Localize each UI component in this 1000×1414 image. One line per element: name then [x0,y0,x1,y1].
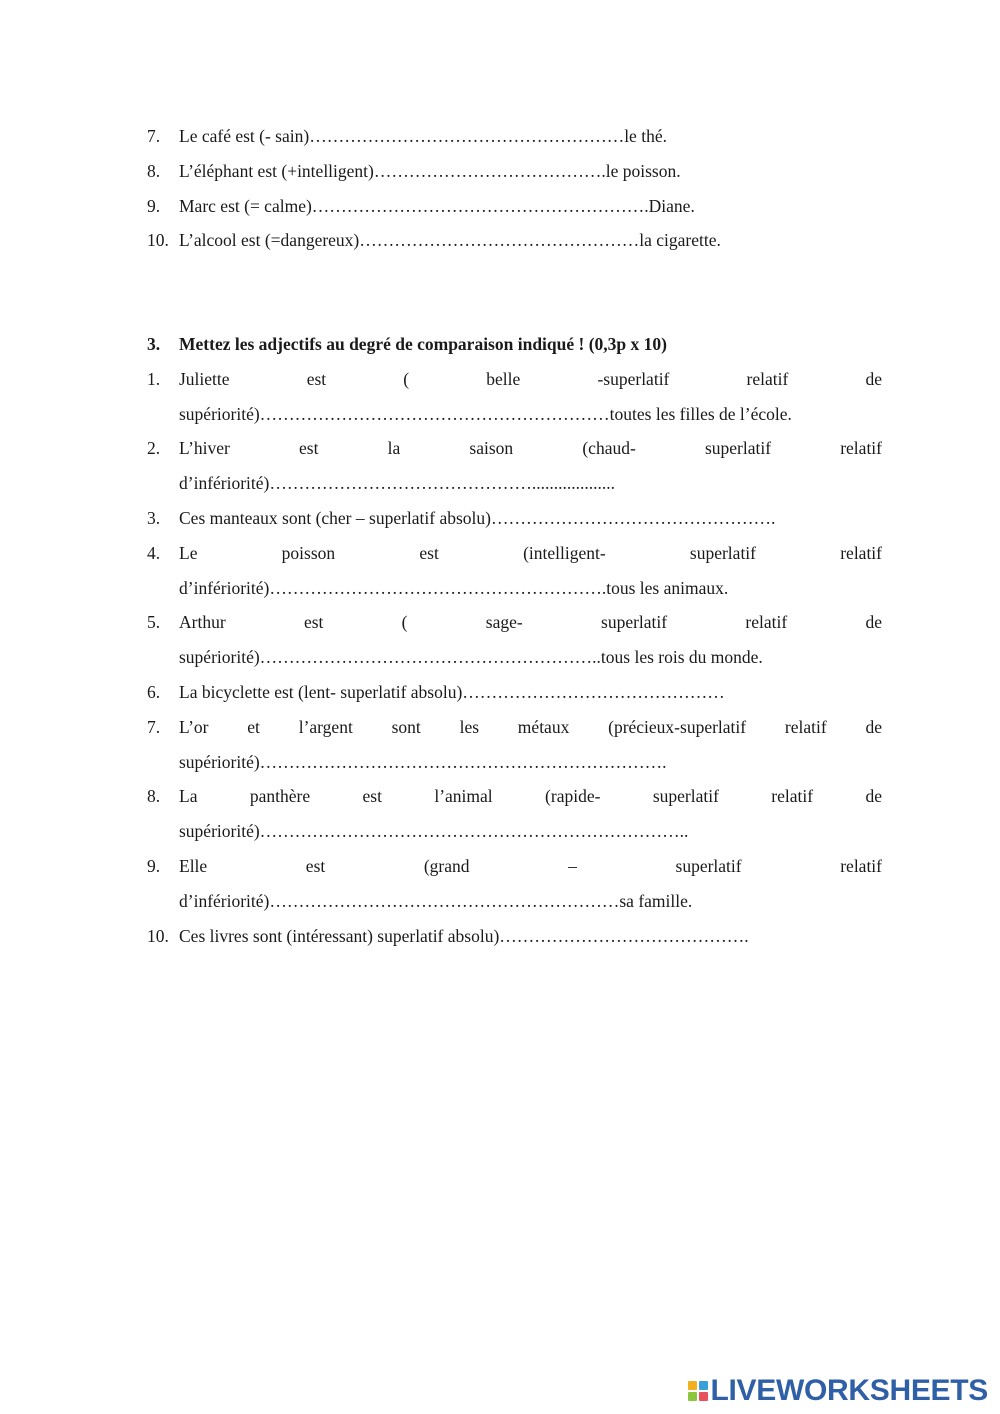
item-number: 9. [147,195,161,216]
item-number: 10. [147,925,169,946]
item-number: 7. [147,716,161,737]
exercise-3-item-7 [147,710,882,780]
exercise-2-continued [147,119,882,258]
item-body [179,605,882,675]
exercise-3-item-3 [147,501,882,536]
exercise-3-item-10 [147,919,882,954]
item-text-line-1: Ces livres sont (intéressant) superlatif absolu)……………………………………. [179,925,749,946]
item-body [179,536,882,606]
item-body [179,501,882,536]
item-text-line-1: Juliette est ( belle -superlatif relatif de [179,368,882,389]
logo-square [699,1392,708,1401]
item-number: 8. [147,786,161,807]
item-number: 3. [147,507,161,528]
exercise-3-item-8 [147,779,882,849]
item-text-line-2: supériorité)……………………………………………………………. [179,751,667,772]
exercise-3 [147,327,882,953]
item-text-line-1: La bicyclette est (lent- superlatif absolu)……………………………………… [179,681,725,702]
item-text: L’alcool est (=dangereux)…………………………………………la cigarette. [179,230,721,251]
exercise-2-item-10 [147,223,882,258]
item-text-line-2: d’infériorité)……………………………………………………sa famille. [179,890,693,911]
exercise-3-item-4 [147,536,882,606]
item-text-line-1: Ces manteaux sont (cher – superlatif absolu)…………………………………………. [179,507,776,528]
exercise-2-item-9 [147,189,882,224]
item-number: 1. [147,368,161,389]
item-number: 5. [147,612,161,633]
item-text-line-1: L’or et l’argent sont les métaux (précieux-superlatif relatif de [179,716,882,737]
item-text-line-2: d’infériorité)………………………………………………….tous les animaux. [179,577,729,598]
item-number: 4. [147,542,161,563]
exercise-3-item-1 [147,362,882,432]
item-text-line-1: L’hiver est la saison (chaud- superlatif relatif [179,438,882,459]
item-body [179,710,882,780]
exercise-2-item-7 [147,119,882,154]
item-text-line-1: La panthère est l’animal (rapide- superlatif relatif de [179,786,882,807]
exercise-3-item-5 [147,605,882,675]
item-body [179,675,882,710]
logo-squares-icon [688,1381,708,1401]
item-text-line-1: Le poisson est (intelligent- superlatif relatif [179,542,882,563]
item-body [179,362,882,432]
logo-text: LIVEWORKSHEETS [710,1374,988,1407]
exercise-3-item-9 [147,849,882,919]
item-number: 10. [147,230,169,251]
item-body [179,919,882,954]
item-text-line-2: supériorité)…………………………………………………..tous les rois du monde. [179,647,763,668]
heading-number: 3. [147,334,161,354]
exercise-3-heading [147,327,882,362]
logo-square [699,1381,708,1390]
liveworksheets-logo [688,1371,989,1411]
item-text-line-1: Elle est (grand – superlatif relatif [179,855,882,876]
logo-square [688,1381,697,1390]
heading-text: Mettez les adjectifs au degré de comparaison indiqué ! (0,3p x 10) [179,334,667,354]
exercise-3-item-2 [147,431,882,501]
item-number: 2. [147,438,161,459]
logo-square [688,1392,697,1401]
item-text-line-2: d’infériorité)………………………………………................... [179,473,615,494]
item-number: 6. [147,681,161,702]
item-body [179,849,882,919]
item-text-line-1: Arthur est ( sage- superlatif relatif de [179,612,882,633]
exercise-3-item-6 [147,675,882,710]
item-number: 8. [147,160,161,181]
item-number: 7. [147,126,161,146]
item-text-line-2: supériorité)……………………………………………………………….. [179,821,689,842]
item-text: Le café est (- sain)………………………………………………le thé. [179,126,667,146]
item-body [179,431,882,501]
item-text: L’éléphant est (+intelligent)………………………………….le poisson. [179,160,681,181]
item-text-line-2: supériorité)……………………………………………………toutes les filles de l’école. [179,403,792,424]
item-text: Marc est (= calme)………………………………………………….Diane. [179,195,695,216]
item-body [179,779,882,849]
exercise-2-item-8 [147,154,882,189]
item-number: 9. [147,855,161,876]
